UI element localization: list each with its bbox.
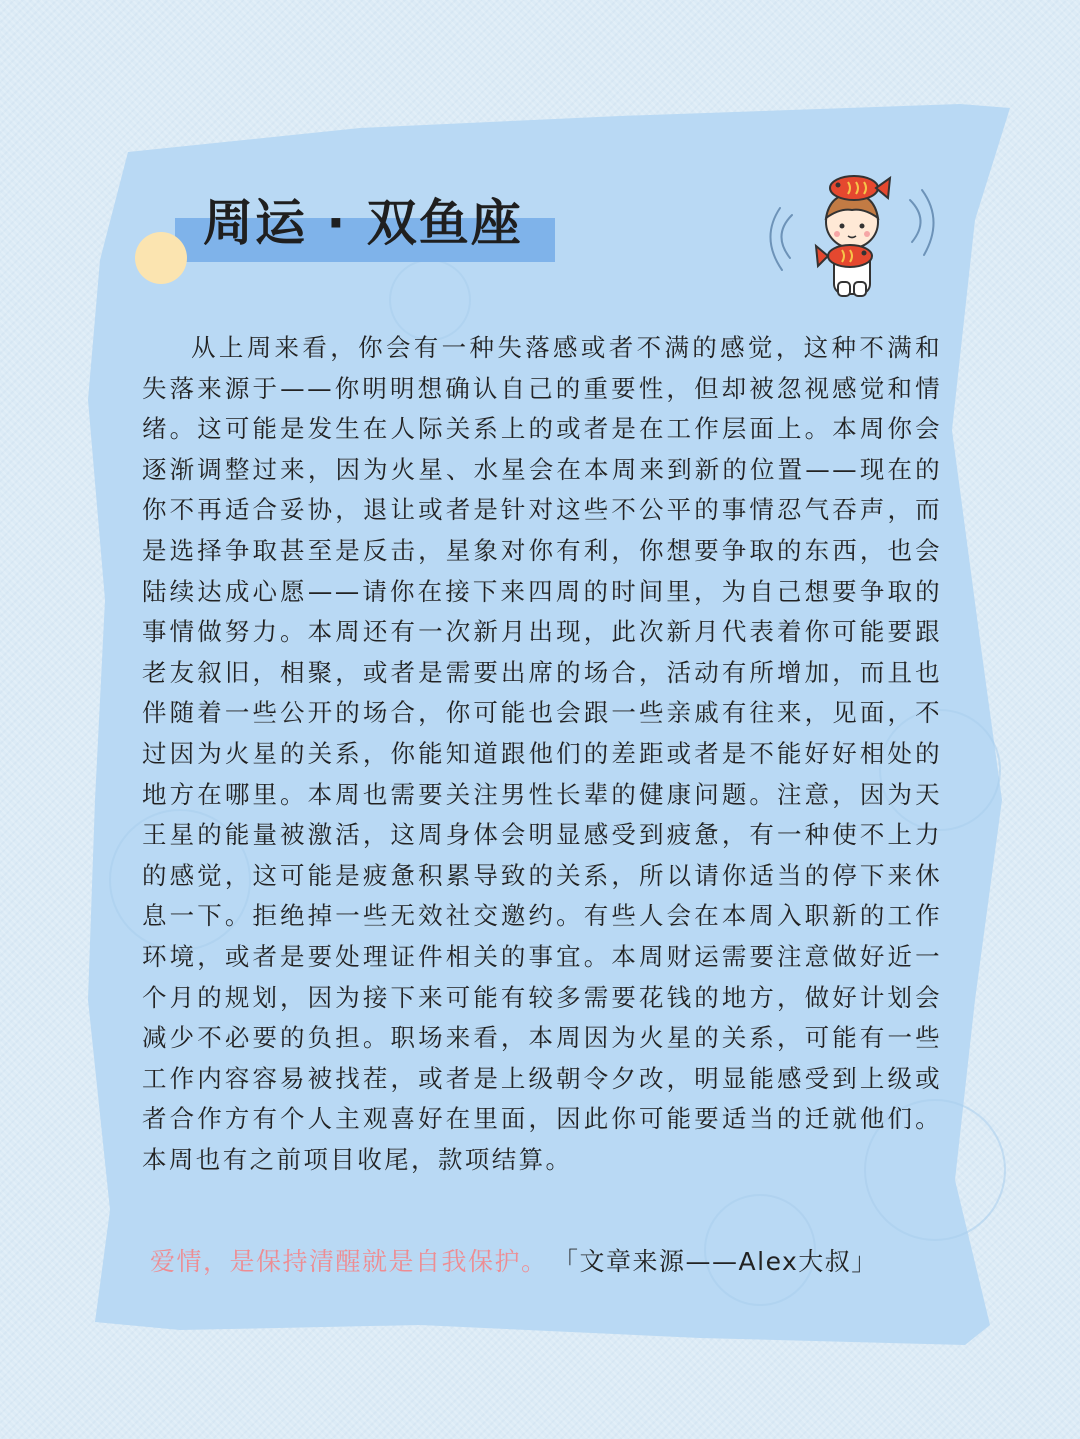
footer-quote: 爱情，是保持清醒就是自我保护。 xyxy=(150,1247,548,1276)
footer xyxy=(150,1240,950,1284)
title-block xyxy=(135,180,575,290)
pisces-mascot-icon xyxy=(752,160,952,310)
footer-source: 「文章来源——Alex大叔」 xyxy=(565,1247,878,1276)
page-title: 周运 · 双鱼座 xyxy=(203,194,523,252)
article-body: 从上周来看，你会有一种失落感或者不满的感觉，这种不满和失落来源于——你明明想确认自己的重要性，但却被忽视感觉和情绪。这可能是发生在人际关系上的或者是在工作层面上。本周你会逐渐调整过来，因为火星、水星会在本周来到新的位置——现在的你不再适合妥协，退让或者是针对这些不公平的事情忍气吞声，而是选择争取甚至是反击，星象对你有利，你想要争取的东西，也会陆续达成心愿——请你在接下来四周的时间里，为自己想要争取的事情做努力。本周还有一次新月出现，此次新月代表着你可能要跟老友叙旧，相聚，或者是需要出席的场合，活动有所增加，而且也伴随着一些公开的场合，你可能也会跟一些亲戚有往来，见面，不过因为火星的关系，你能知道跟他们的差距或者是不能好好相处的地方在哪里。本周也需要关注男性长辈的健康问题。注意，因为天王星的能量被激活，这周身体会明显感受到疲惫，有一种使不上力的感觉，这可能是疲惫积累导致的关系，所以请你适当的停下来休息一下。拒绝掉一些无效社交邀约。有些人会在本周入职新的工作环境，或者是要处理证件相关的事宜。本周财运需要注意做好近一个月的规划，因为接下来可能有较多需要花钱的地方，做好计划会减少不必要的负担。职场来看，本周因为火星的关系，可能有一些工作内容容易被找茬，或者是上级朝令夕改，明显能感受到上级或者合作方有个人主观喜好在里面，因此你可能要适当的迁就他们。本周也有之前项目收尾，款项结算。 xyxy=(142,333,942,1174)
title-dot-decoration xyxy=(135,232,187,284)
